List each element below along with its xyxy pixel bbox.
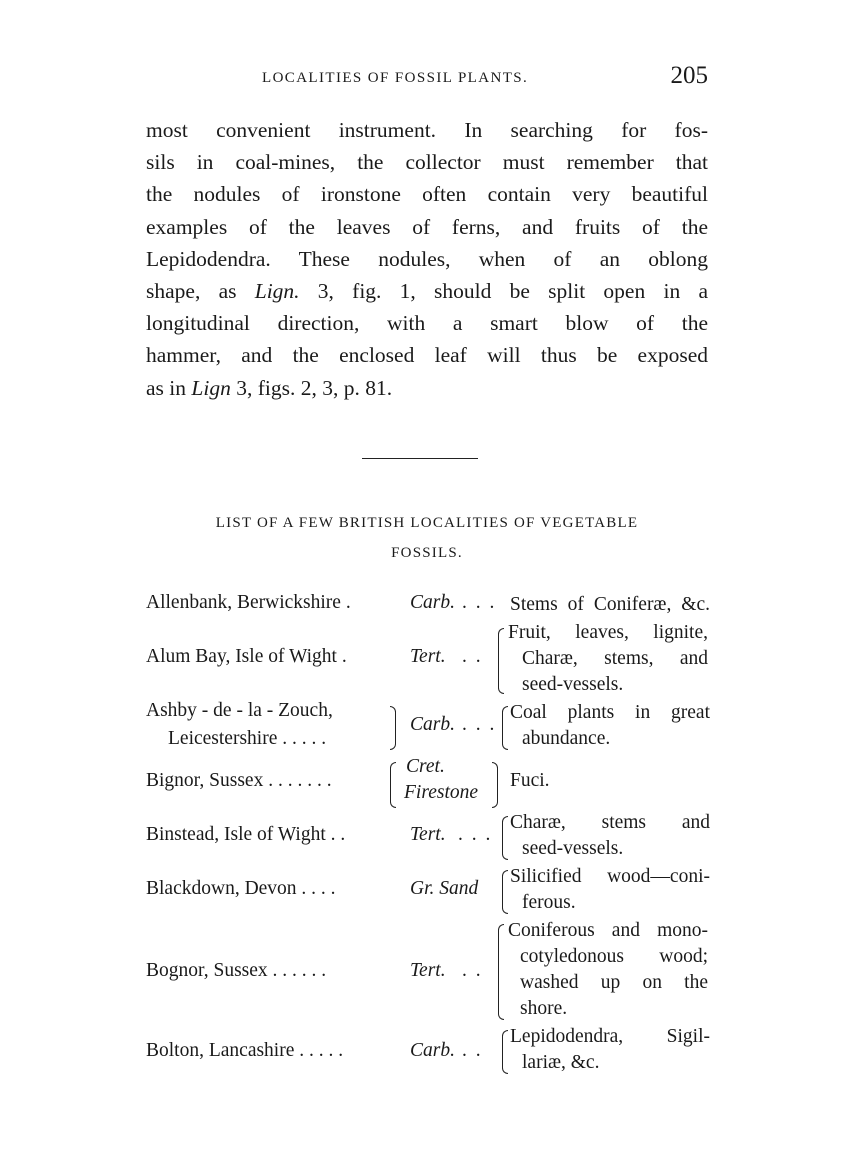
fossil-description: [510, 700, 710, 752]
body-line: most convenient instrument. In searching for fos-: [146, 118, 708, 142]
left-brace: [502, 706, 508, 750]
list-item: [146, 1024, 710, 1080]
description-line: Lepidodendra, Sigil-: [510, 1026, 710, 1047]
geological-period: Tert.: [410, 824, 446, 845]
geological-period: Carb.: [410, 1040, 455, 1061]
list-item: [146, 700, 710, 756]
body-line: hammer, and the enclosed leaf will thus be exposed: [146, 343, 708, 368]
left-brace: [390, 762, 396, 808]
description-line: cotyledonous wood;: [520, 946, 708, 967]
body-line: [146, 275, 708, 307]
geological-formation: Firestone: [404, 782, 479, 803]
locality-name: Bognor, Sussex . . . . . .: [146, 960, 327, 981]
section-divider: [362, 458, 478, 459]
geological-period: Carb.: [410, 592, 455, 613]
leader-dots: . . .: [462, 592, 497, 613]
body-line: Lepidodendra. These nodules, when of an oblong: [146, 246, 708, 271]
body-text-fragment: shape, as: [146, 279, 255, 304]
fossil-description: [510, 1024, 710, 1076]
body-text-fragment: as in: [146, 375, 192, 400]
locality-name: Allenbank, Berwickshire .: [146, 592, 351, 613]
description-line: ferous.: [522, 892, 576, 913]
figure-reference: Lign: [191, 375, 231, 400]
left-brace: [502, 1030, 508, 1074]
geological-period: Cret.: [406, 756, 445, 777]
description-line: Fruit, leaves, lignite,: [508, 622, 708, 643]
list-item: [146, 810, 710, 866]
description-line: seed-vessels.: [522, 674, 624, 695]
list-heading: [146, 508, 708, 568]
list-heading-line: FOSSILS.: [391, 545, 463, 561]
locality-name: Ashby - de - la - Zouch,: [146, 700, 333, 721]
list-item: [146, 620, 710, 700]
body-line: the nodules of ironstone often contain very beautiful: [146, 182, 708, 207]
locality-county: Leicestershire . . . . .: [168, 728, 327, 749]
list-item: [146, 918, 710, 1024]
geological-period: Gr. Sand: [410, 878, 479, 899]
description-line: Coniferous and mono-: [508, 920, 708, 941]
page-number: 205: [670, 62, 708, 89]
description-line: Silicified wood—coni-: [510, 866, 710, 887]
fossil-description: [510, 592, 710, 618]
description-line: lariæ, &c.: [522, 1052, 600, 1073]
running-head-title: LOCALITIES OF FOSSIL PLANTS.: [262, 70, 529, 86]
description-line: shore.: [520, 998, 568, 1019]
figure-reference: Lign.: [254, 279, 300, 304]
leader-dots: . . .: [458, 824, 493, 845]
geological-period: Tert.: [410, 646, 446, 667]
locality-name: Binstead, Isle of Wight . .: [146, 824, 346, 845]
list-item: [146, 592, 710, 620]
fossil-description: [508, 918, 708, 1022]
locality-name: Bignor, Sussex . . . . . . .: [146, 770, 332, 791]
fossil-description: [510, 864, 710, 916]
left-brace: [498, 924, 504, 1020]
body-paragraph: [146, 114, 708, 404]
description-line: washed up on the: [520, 972, 708, 993]
right-brace: [492, 762, 498, 808]
body-text-fragment: 3, figs. 2, 3, p. 81.: [230, 375, 393, 400]
right-brace: [390, 706, 396, 750]
geological-period: Tert.: [410, 960, 446, 981]
leader-dots: . . .: [462, 714, 497, 735]
locality-name: Bolton, Lancashire . . . . .: [146, 1040, 344, 1061]
leader-dots: . .: [462, 646, 483, 667]
body-line: longitudinal direction, with a smart blow of the: [146, 311, 708, 336]
locality-name: Blackdown, Devon . . . .: [146, 878, 336, 899]
description-line: Stems of Coniferæ, &c.: [510, 594, 710, 615]
list-item: [146, 756, 710, 812]
left-brace: [498, 628, 504, 694]
left-brace: [502, 870, 508, 914]
description-line: Charæ, stems and: [510, 812, 710, 833]
list-heading-line: LIST OF A FEW BRITISH LOCALITIES OF VEGETABLE: [215, 515, 639, 531]
fossil-description: [510, 810, 710, 862]
leader-dots: . .: [462, 960, 483, 981]
leader-dots: . .: [462, 1040, 483, 1061]
description-line: Coal plants in great: [510, 702, 710, 723]
list-item: [146, 864, 710, 920]
description-line: Charæ, stems, and: [522, 648, 708, 669]
description-line: abundance.: [522, 728, 611, 749]
fossil-description: [510, 768, 710, 794]
running-header: [146, 62, 708, 94]
description-line: Fuci.: [510, 770, 550, 791]
locality-name: Alum Bay, Isle of Wight .: [146, 646, 347, 667]
fossil-description: [508, 620, 708, 698]
body-line: [146, 372, 708, 404]
body-line: sils in coal-mines, the collector must remember that: [146, 150, 708, 175]
left-brace: [502, 816, 508, 860]
body-line: examples of the leaves of ferns, and fruits of the: [146, 214, 708, 239]
body-text-fragment: 3, fig. 1, should be split open in a: [299, 279, 708, 304]
geological-period: Carb.: [410, 714, 455, 735]
description-line: seed-vessels.: [522, 838, 624, 859]
